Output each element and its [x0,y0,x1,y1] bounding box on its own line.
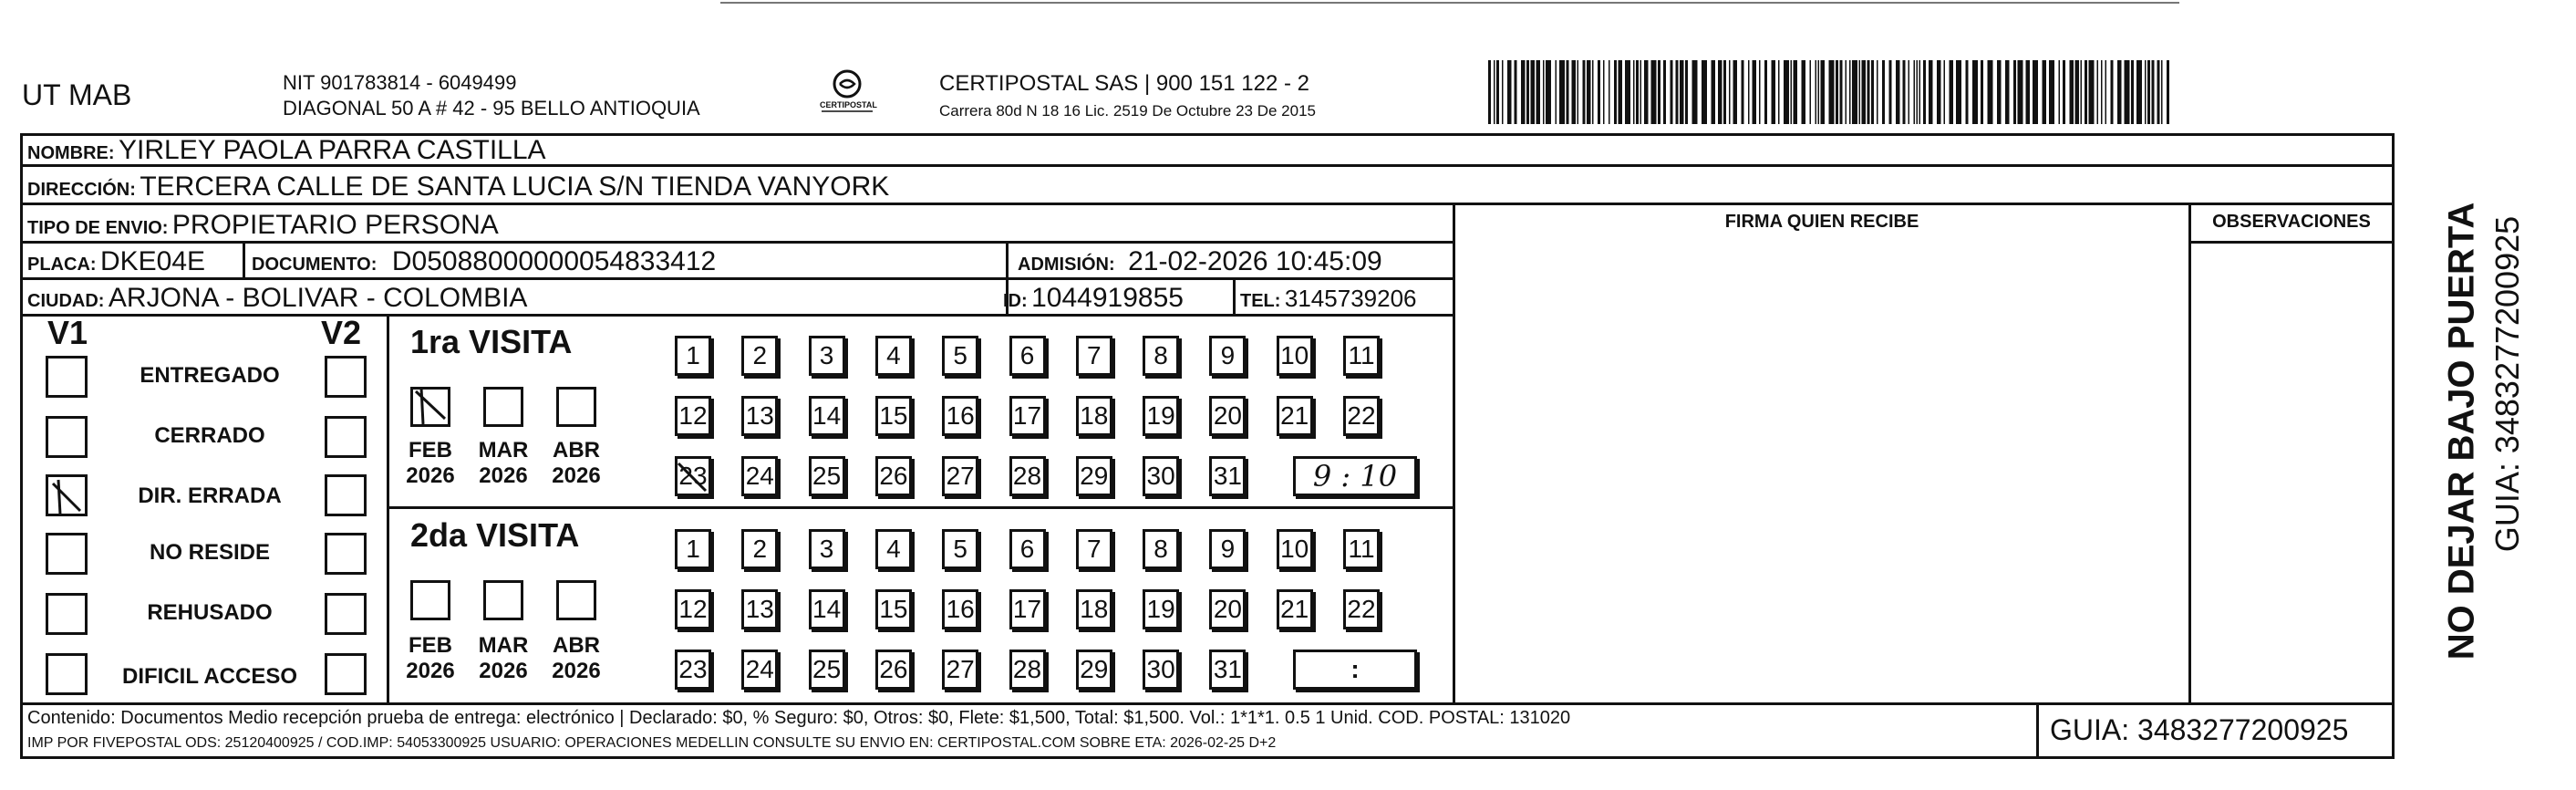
day-box[interactable]: 19 [1143,589,1179,629]
admision-label: ADMISIÓN: [1018,255,1115,275]
ciudad-cell [27,283,527,314]
placa-value: DKE04E [100,246,206,276]
col-line [387,506,1454,509]
day-box[interactable]: 31 [1209,650,1246,690]
nombre-label: NOMBRE: [27,143,115,163]
day-box[interactable]: 16 [942,396,978,436]
day-box[interactable]: 8 [1143,529,1179,569]
day-box[interactable]: 18 [1076,589,1112,629]
carrier-license: Carrera 80d N 18 16 Lic. 2519 De Octubre 23 De 2015 [939,102,1316,120]
company-name: UT MAB [22,78,132,111]
status-label: DIFICIL ACCESO [121,664,297,689]
col-line [1233,277,1236,314]
id-cell [1003,283,1184,314]
day-box[interactable]: 8 [1143,336,1179,376]
day-box[interactable]: 14 [809,589,845,629]
day-box[interactable]: 22 [1343,589,1380,629]
handwritten-check-mark [675,456,711,496]
day-box[interactable]: 2 [741,336,778,376]
col-line [2188,203,2191,702]
day-box[interactable]: 10 [1277,336,1313,376]
month-checkbox-mar[interactable] [483,580,523,620]
day-box[interactable]: 5 [942,529,978,569]
day-box[interactable]: 4 [875,529,912,569]
row-line [20,241,1455,244]
status-label: DIR. ERRADA [138,483,282,508]
v1-checkbox-dificil-acceso[interactable] [46,653,88,695]
imp-line: IMP POR FIVEPOSTAL ODS: 25120400925 / COD.IMP: 54053300925 USUARIO: OPERACIONES MEDELLIN CONSULTE SU ENVIO EN: CERTIPOSTAL.COM SOBRE ETA: 2026-02-25 D+2 [27,735,1277,751]
month-checkbox-mar[interactable] [483,387,523,427]
day-box[interactable]: 28 [1009,650,1046,690]
day-box[interactable]: 30 [1143,650,1179,690]
documento-value: D05088000000054833412 [391,246,717,276]
status-label: CERRADO [154,423,265,448]
admision-value: 21-02-2026 10:45:09 [1128,246,1382,276]
day-box[interactable]: 6 [1009,529,1046,569]
day-box[interactable]: 23 [675,456,711,496]
day-box[interactable]: 21 [1277,396,1313,436]
year-label: 2026 [479,659,528,683]
top-edge-line [720,2,2179,4]
ciudad-value: ARJONA - BOLIVAR - COLOMBIA [108,283,528,313]
day-box[interactable]: 24 [741,456,778,496]
status-label: REHUSADO [147,600,273,625]
direccion-label: DIRECCIÓN: [27,180,136,200]
day-box[interactable]: 9 [1209,336,1246,376]
day-box[interactable]: 16 [942,589,978,629]
certipostal-logo [814,68,880,119]
col-line [2036,702,2039,759]
day-box[interactable]: 24 [741,650,778,690]
day-box[interactable]: 25 [809,650,845,690]
day-box[interactable]: 7 [1076,336,1112,376]
nombre-value: YIRLEY PAOLA PARRA CASTILLA [119,135,546,165]
col-line [243,241,245,277]
col-line [1453,203,1455,702]
time-value: 9 : 10 [1312,459,1398,494]
time-value: : [1350,655,1360,683]
day-box[interactable]: 5 [942,336,978,376]
handwritten-check-mark [46,474,88,516]
visit-title: 1ra VISITA [410,323,573,360]
day-box[interactable]: 28 [1009,456,1046,496]
v2-checkbox-dificil-acceso[interactable] [325,653,367,695]
v1-checkbox-entregado[interactable] [46,356,88,398]
v1-label: V1 [47,314,88,351]
contenido-line: Contenido: Documentos Medio recepción prueba de entrega: electrónico | Declarado: $0, % Seguro: $0, Otros: $0, Flete: $1,500, Total: $1,500. Vol.: 1*1*1. 0.5 1 Unid. COD. POSTAL: 131020 [27,708,1571,728]
day-box[interactable]: 15 [875,396,912,436]
day-box[interactable]: 6 [1009,336,1046,376]
row-line [2188,241,2395,244]
do-not-leave-warning: NO DEJAR BAJO PUERTA [2441,202,2482,660]
ciudad-label: CIUDAD: [27,291,105,311]
carrier-name: CERTIPOSTAL SAS | 900 151 122 - 2 [939,71,1309,96]
row-line [20,277,1455,280]
firma-header: FIRMA QUIEN RECIBE [1724,212,1919,232]
observaciones-header: OBSERVACIONES [2212,212,2371,232]
v1-checkbox-cerrado[interactable] [46,416,88,458]
day-box[interactable]: 26 [875,650,912,690]
day-box[interactable]: 1 [675,336,711,376]
row-line [20,203,2395,205]
id-label: ID: [1003,291,1028,311]
day-box[interactable]: 30 [1143,456,1179,496]
tel-label: TEL: [1240,291,1281,311]
v2-label: V2 [321,314,362,351]
month-checkbox-abr[interactable] [556,387,596,427]
row-line [20,314,1455,317]
month-label: ABR [553,438,600,463]
handwritten-check-mark [410,384,452,426]
day-box[interactable]: 12 [675,396,711,436]
v2-checkbox-cerrado[interactable] [325,416,367,458]
month-label: FEB [409,438,452,463]
day-box[interactable]: 17 [1009,396,1046,436]
day-box[interactable]: 11 [1343,336,1380,376]
status-label: NO RESIDE [149,540,271,565]
footer-guia: GUIA: 3483277200925 [2050,713,2349,746]
tipo-row [27,210,499,241]
v2-checkbox-dir-errada[interactable] [325,474,367,516]
documento-label: DOCUMENTO: [252,255,378,275]
day-box[interactable]: 29 [1076,650,1112,690]
day-box[interactable]: 17 [1009,589,1046,629]
year-label: 2026 [552,659,601,683]
day-box[interactable]: 15 [875,589,912,629]
day-box[interactable]: 29 [1076,456,1112,496]
placa-cell [27,246,205,277]
day-box[interactable]: 3 [809,336,845,376]
side-panel [2407,137,2526,757]
logo-text: CERTIPOSTAL [820,100,877,109]
day-box[interactable]: 12 [675,589,711,629]
v1-checkbox-rehusado[interactable] [46,593,88,635]
barcode [1488,60,2172,124]
day-box[interactable]: 21 [1277,589,1313,629]
day-box[interactable]: 2 [741,529,778,569]
direccion-value: TERCERA CALLE DE SANTA LUCIA S/N TIENDA VANYORK [140,172,890,202]
day-box[interactable]: 27 [942,456,978,496]
month-checkbox-abr[interactable] [556,580,596,620]
v2-checkbox-rehusado[interactable] [325,593,367,635]
day-box[interactable]: 1 [675,529,711,569]
documento-cell [252,246,716,277]
day-box[interactable]: 3 [809,529,845,569]
day-box[interactable]: 9 [1209,529,1246,569]
day-box[interactable]: 27 [942,650,978,690]
month-checkbox-feb[interactable] [410,387,450,427]
month-checkbox-feb[interactable] [410,580,450,620]
day-box[interactable]: 10 [1277,529,1313,569]
v2-checkbox-entregado[interactable] [325,356,367,398]
day-box[interactable]: 26 [875,456,912,496]
admision-cell [1018,246,1382,277]
status-label: ENTREGADO [140,363,280,388]
day-box[interactable]: 11 [1343,529,1380,569]
day-box[interactable]: 19 [1143,396,1179,436]
tel-value: 3145739206 [1284,285,1417,312]
tipo-label: TIPO DE ENVIO: [27,218,169,238]
year-label: 2026 [406,659,455,683]
day-box[interactable]: 22 [1343,396,1380,436]
day-box[interactable]: 7 [1076,529,1112,569]
month-label: MAR [478,438,529,463]
visit-title: 2da VISITA [410,516,580,554]
month-label: ABR [553,633,600,658]
side-guia: GUIA: 3483277200925 [2488,215,2526,553]
tel-cell [1240,285,1417,313]
v2-checkbox-no-reside[interactable] [325,533,367,575]
nombre-row [27,135,546,166]
year-label: 2026 [479,463,528,488]
time-box[interactable] [1293,456,1417,496]
nit-line: NIT 901783814 - 6049499 [283,71,517,94]
day-box[interactable]: 25 [809,456,845,496]
day-box[interactable]: 14 [809,396,845,436]
sender-address: DIAGONAL 50 A # 42 - 95 BELLO ANTIOQUIA [283,97,700,120]
day-box[interactable]: 18 [1076,396,1112,436]
year-label: 2026 [406,463,455,488]
day-box[interactable]: 20 [1209,589,1246,629]
day-box[interactable]: 23 [675,650,711,690]
v1-checkbox-dir-errada[interactable] [46,474,88,516]
day-box[interactable]: 4 [875,336,912,376]
day-box[interactable]: 13 [741,396,778,436]
placa-label: PLACA: [27,255,97,275]
time-box[interactable] [1293,650,1417,690]
day-box[interactable]: 13 [741,589,778,629]
day-box[interactable]: 31 [1209,456,1246,496]
year-label: 2026 [552,463,601,488]
tipo-value: PROPIETARIO PERSONA [171,210,499,240]
id-value: 1044919855 [1031,283,1184,313]
day-box[interactable]: 20 [1209,396,1246,436]
v1-checkbox-no-reside[interactable] [46,533,88,575]
month-label: FEB [409,633,452,658]
direccion-row [27,172,889,203]
month-label: MAR [478,633,529,658]
